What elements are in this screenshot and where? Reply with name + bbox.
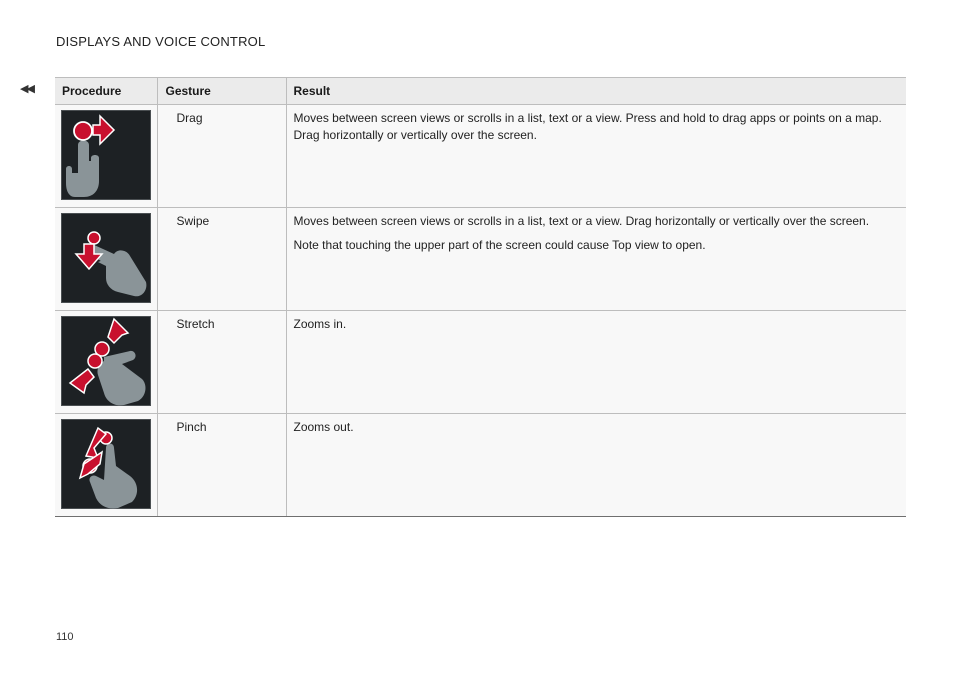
- table-header-row: [55, 78, 906, 105]
- column-header-gesture: Gesture: [157, 78, 286, 105]
- pinch-gesture-icon: [61, 419, 151, 509]
- result-text: Zooms out.: [293, 420, 354, 434]
- gesture-table: [55, 77, 906, 517]
- gesture-name: Stretch: [157, 311, 286, 414]
- result-text: Zooms in.: [293, 317, 347, 331]
- page-number: 110: [56, 631, 74, 643]
- gesture-name: Drag: [157, 105, 286, 208]
- drag-gesture-icon: [61, 110, 151, 200]
- gesture-name: Swipe: [157, 208, 286, 311]
- double-chevron-left-icon[interactable]: ◀◀: [20, 83, 33, 95]
- result-text: Moves between screen views or scrolls in a list, text or a view. Drag horizontally or vertically over the screen.: [293, 214, 870, 228]
- table-row: [55, 311, 906, 414]
- table-row: [55, 208, 906, 311]
- column-header-result: Result: [286, 78, 906, 105]
- gesture-name: Pinch: [157, 414, 286, 517]
- table-row: [55, 105, 906, 208]
- column-header-procedure: Procedure: [55, 78, 157, 105]
- page-header-title: DISPLAYS AND VOICE CONTROL: [56, 34, 266, 49]
- result-note: Note that touching the upper part of the screen could cause Top view to open.: [293, 238, 706, 252]
- result-text: Moves between screen views or scrolls in a list, text or a view. Press and hold to drag apps or points on a map. Drag horizontally or vertically over the screen.: [293, 111, 882, 142]
- swipe-gesture-icon: [61, 213, 151, 303]
- table-row: [55, 414, 906, 517]
- stretch-gesture-icon: [61, 316, 151, 406]
